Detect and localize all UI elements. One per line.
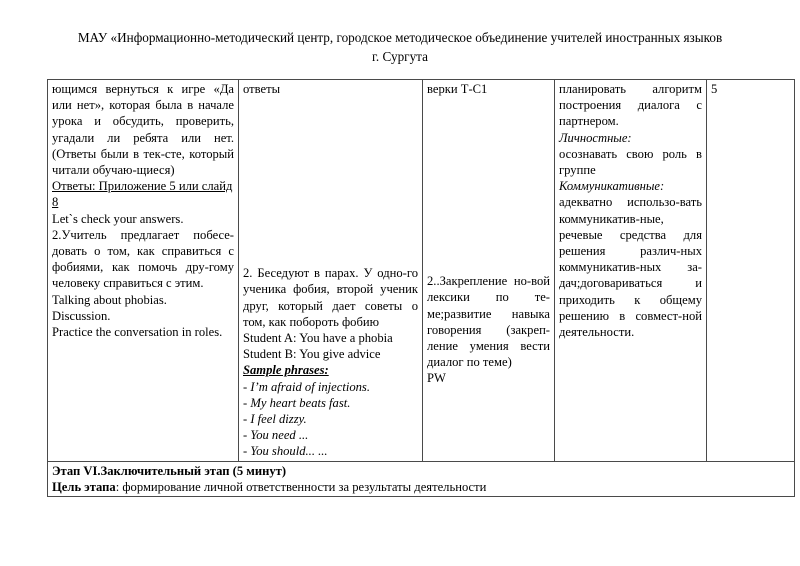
page-title-line-2: г. Сургута (372, 49, 428, 64)
stage-goal (52, 479, 790, 495)
stage-title: Этап VI.Заключительный этап (5 минут) (52, 463, 287, 478)
stage-goal-label: Цель этапа (52, 479, 116, 494)
teacher-activity-answers-note: Ответы: Приложение 5 или слайд 8 (52, 179, 233, 210)
results-para-3: осознавать свою роль в группе (559, 146, 702, 178)
sample-phrase-item: - My heart beats fast. (243, 395, 351, 410)
results-communicative-heading: Коммуникативные: (559, 179, 665, 194)
table-row (48, 80, 795, 462)
page-title (56, 28, 744, 66)
stage-goal-text: : формирование личной ответственности за результаты деятельности (115, 479, 487, 494)
forms-para-1: верки Т-С1 (427, 82, 488, 96)
results-para-5: адекватно использо-вать коммуникатив-ные, речевые средства для решения различ-ных коммуникатив-ных за-дач;договариваться и приходить к общему решению в совмест-ной деятельности. (559, 195, 702, 340)
page-title-line-1: МАУ «Информационно-методический центр, городское методическое объединение учителей иностранных языков (77, 30, 723, 45)
teacher-activity-para-4: 2.Учитель предлагает побесе-довать о том, как справиться с фобиями, как помочь дру-гому человеку справиться с этим. (52, 227, 234, 291)
sample-phrases-heading: Sample phrases: (243, 363, 329, 378)
student-activity-spacer (243, 97, 418, 265)
sample-phrase-item: - You need ... (243, 428, 309, 443)
cell-stage-summary (48, 461, 795, 496)
forms-para-2: 2..Закрепление но-вой лексики по те-ме;развитие навыка говорения (закреп-ление умения вести диалог по теме) (427, 274, 550, 370)
results-personal-heading: Личностные: (559, 130, 632, 145)
forms-spacer (427, 97, 550, 273)
cell-teacher-activity (48, 80, 239, 462)
cell-time (707, 80, 795, 462)
student-activity-para-2: 2. Беседуют в парах. У одно-го ученика фобия, второй ученик друг, который дает советы о том, как побороть фобию (243, 266, 418, 329)
teacher-activity-para-1: ющимся вернуться к игре «Да или нет», которая была в начале урока и обсудить, проверить, угадали ли ребята или нет. (Ответы были в тек-сте, который читали обучаю-щиеся) (52, 82, 234, 178)
student-activity-para-3: Student A: You have a phobia (243, 331, 393, 346)
teacher-activity-para-7: Practice the conversation in roles. (52, 325, 223, 340)
results-para-1: планировать алгоритм построения диалога с партнером. (559, 82, 702, 129)
teacher-activity-para-3: Let`s check your answers. (52, 211, 184, 226)
teacher-activity-para-6: Discussion. (52, 308, 111, 323)
sample-phrase-item: - I feel dizzy. (243, 412, 307, 427)
student-activity-para-1: ответы (243, 82, 281, 96)
teacher-activity-para-5: Talking about phobias. (52, 292, 167, 307)
cell-student-activity (239, 80, 423, 462)
sample-phrase-item: - You should... ... (243, 444, 328, 459)
table-row-stage-footer (48, 461, 795, 496)
lesson-plan-table (47, 79, 795, 497)
time-value: 5 (711, 82, 718, 96)
student-activity-para-4: Student B: You give advice (243, 347, 381, 362)
sample-phrase-item: - I’m afraid of injections. (243, 379, 370, 394)
cell-planned-results (555, 80, 707, 462)
forms-para-3: PW (427, 371, 446, 386)
cell-forms-of-work (423, 80, 555, 462)
